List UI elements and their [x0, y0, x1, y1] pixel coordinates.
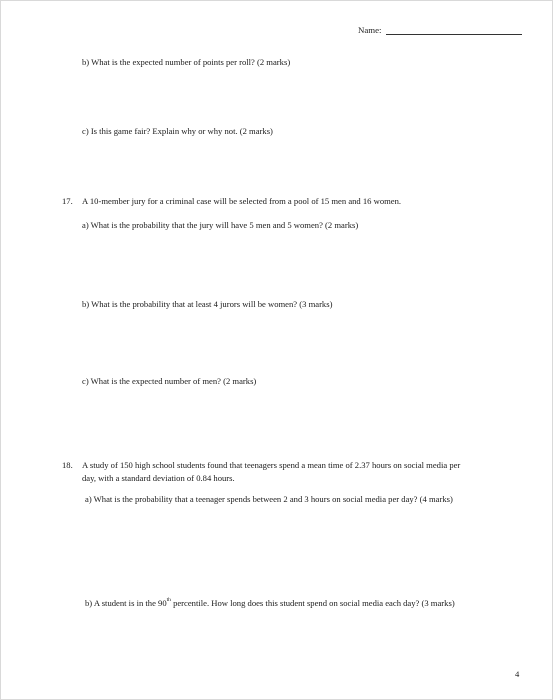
question-16c: c) Is this game fair? Explain why or why not. (2 marks): [82, 126, 273, 136]
question-17c: c) What is the expected number of men? (2 marks): [82, 376, 257, 386]
question-18b-end: percentile. How long does this student spend on social media each day? (3 marks): [170, 598, 455, 608]
name-blank-line: [386, 34, 522, 35]
name-label: Name:: [358, 25, 382, 35]
question-17-stem: A 10-member jury for a criminal case will be selected from a pool of 15 men and 16 women.: [82, 196, 402, 206]
question-18-number: 18.: [62, 460, 73, 470]
question-17-number: 17.: [62, 196, 73, 206]
question-18b-superscript: th: [166, 597, 171, 604]
question-17b: b) What is the probability that at least 4 jurors will be women? (3 marks): [82, 299, 333, 309]
question-17a: a) What is the probability that the jury will have 5 men and 5 women? (2 marks): [82, 220, 359, 230]
question-18b: [85, 598, 455, 609]
question-18a: a) What is the probability that a teenager spends between 2 and 3 hours on social media per day? (4 marks): [85, 494, 453, 504]
question-18-stem-line-1: A study of 150 high school students found that teenagers spend a mean time of 2.37 hours on social media per: [82, 460, 461, 470]
page-number: 4: [515, 669, 520, 679]
question-18-stem-line-2: day, with a standard deviation of 0.84 hours.: [82, 473, 235, 483]
question-18b-start: b) A student is in the 90: [85, 598, 167, 608]
question-16b: b) What is the expected number of points per roll? (2 marks): [82, 57, 291, 67]
